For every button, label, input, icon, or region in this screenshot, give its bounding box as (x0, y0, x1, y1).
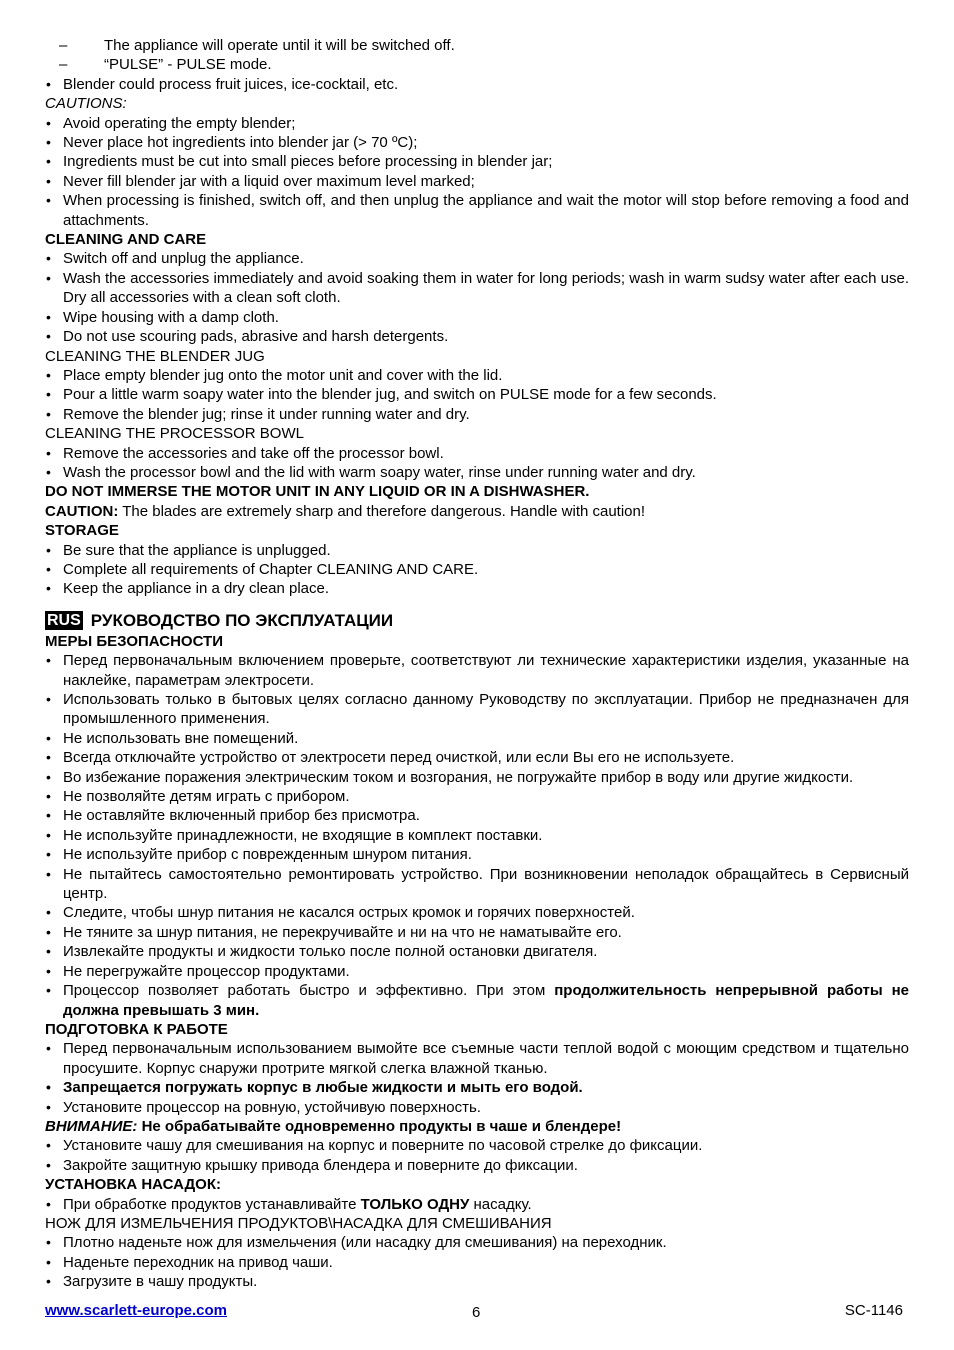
list-item: • Не позволяйте детям играть с прибором. (46, 788, 350, 806)
immerse-warning: DO NOT IMMERSE THE MOTOR UNIT IN ANY LIQUID OR IN A DISHWASHER. (45, 483, 590, 501)
list-item: • When processing is finished, switch off, and then unplug the appliance and wait the motor will stop before removing a food and attachments. (46, 192, 909, 229)
website-link[interactable]: www.scarlett-europe.com (45, 1302, 227, 1319)
list-item: • Запрещается погружать корпус в любые жидкости и мыть его водой. (46, 1079, 583, 1097)
list-item: • Blender could process fruit juices, ice-cocktail, etc. (46, 75, 399, 93)
section-heading: МЕРЫ БЕЗОПАСНОСТИ (45, 632, 223, 650)
list-item: • При обработке продуктов устанавливайте ТОЛЬКО ОДНУ насадку. (46, 1195, 532, 1213)
list-item: – “PULSE” - PULSE mode. (59, 56, 272, 74)
list-item: • Во избежание поражения электрическим током и возгорания, не погружайте прибор в воду или другие жидкости. (46, 768, 854, 786)
list-item: • Не перегружайте процессор продуктами. (46, 962, 350, 980)
list-item: • Не используйте прибор с поврежденным шнуром питания. (46, 846, 472, 864)
page-content (45, 36, 909, 1292)
section-heading: ПОДГОТОВКА К РАБОТЕ (45, 1020, 228, 1038)
list-item: • Наденьте переходник на привод чаши. (46, 1253, 333, 1271)
list-item: • Remove the blender jug; rinse it under running water and dry. (46, 405, 470, 423)
list-item: • Do not use scouring pads, abrasive and harsh detergents. (46, 328, 449, 346)
list-item: • Не использовать вне помещений. (46, 729, 299, 747)
list-item: • Ingredients must be cut into small pieces before processing in blender jar; (46, 153, 553, 171)
caution-note: CAUTION: The blades are extremely sharp and therefore dangerous. Handle with caution! (45, 502, 646, 520)
list-item: • Wash the processor bowl and the lid with warm soapy water, rinse under running water and dry. (46, 463, 696, 481)
list-item: • Установите процессор на ровную, устойчивую поверхность. (46, 1098, 481, 1116)
list-item: • Wipe housing with a damp cloth. (46, 308, 279, 326)
list-item: • Не оставляйте включенный прибор без присмотра. (46, 807, 420, 825)
subsection-heading: CLEANING THE PROCESSOR BOWL (45, 425, 304, 443)
subsection-heading: CLEANING THE BLENDER JUG (45, 347, 265, 365)
list-item: • Плотно наденьте нож для измельчения (или насадку для смешивания) на переходник. (46, 1234, 667, 1252)
list-item: • Перед первоначальным включением проверьте, соответствуют ли технические характеристики изделия, указанные на наклейке, параметрам электросети. (46, 652, 909, 689)
language-section-title (45, 610, 909, 632)
cautions-label: CAUTIONS: (45, 95, 127, 113)
list-item: • Закройте защитную крышку привода блендера и поверните до фиксации. (46, 1156, 578, 1174)
list-item: • Не тяните за шнур питания, не перекручивайте и ни на что не наматывайте его. (46, 923, 622, 941)
page-title: РУКОВОДСТВО ПО ЭКСПЛУАТАЦИИ (90, 610, 394, 630)
list-item: • Загрузите в чашу продукты. (46, 1273, 258, 1291)
list-item: • Следите, чтобы шнур питания не касался острых кромок и горячих поверхностей. (46, 904, 635, 922)
list-item: • Never fill blender jar with a liquid over maximum level marked; (46, 172, 475, 190)
list-item: • Remove the accessories and take off the processor bowl. (46, 444, 444, 462)
list-item: • Be sure that the appliance is unplugged. (46, 541, 331, 559)
list-item: • Не пытайтесь самостоятельно ремонтировать устройство. При возникновении неполадок обращайтесь в Сервисный центр. (46, 865, 909, 903)
list-item: • Извлекайте продукты и жидкости только после полной остановки двигателя. (46, 943, 598, 961)
list-item: – The appliance will operate until it will be switched off. (59, 37, 455, 54)
list-item: • Place empty blender jug onto the motor unit and cover with the lid. (46, 366, 503, 384)
list-item: • Не используйте принадлежности, не входящие в комплект поставки. (46, 826, 543, 844)
list-item: • Complete all requirements of Chapter CLEANING AND CARE. (46, 560, 479, 578)
section-heading: CLEANING AND CARE (45, 231, 207, 249)
list-item: • Установите чашу для смешивания на корпус и поверните по часовой стрелке до фиксации. (46, 1137, 703, 1155)
list-item: • Pour a little warm soapy water into the blender jug, and switch on PULSE mode for a few seconds. (46, 386, 717, 404)
subsection-heading: НОЖ ДЛЯ ИЗМЕЛЬЧЕНИЯ ПРОДУКТОВ\НАСАДКА ДЛЯ СМЕШИВАНИЯ (45, 1214, 552, 1232)
list-item: • Switch off and unplug the appliance. (46, 250, 304, 268)
section-heading: УСТАНОВКА НАСАДОК: (45, 1176, 221, 1194)
list-item: • Процессор позволяет работать быстро и эффективно. При этом продолжительность непрерывной работы не должна превышать 3 мин. (46, 982, 909, 1019)
model-number: SC-1146 (844, 1302, 903, 1319)
list-item: • Использовать только в бытовых целях согласно данному Руководству по эксплуатации. Прибор не предназначен для промышленного применения. (46, 691, 909, 728)
attention-note: ВНИМАНИЕ: Не обрабатывайте одновременно продукты в чаше и блендере! (45, 1117, 622, 1135)
list-item: • Всегда отключайте устройство от электросети перед очисткой, или если Вы его не используете. (46, 749, 735, 767)
page-footer (45, 1302, 909, 1322)
language-tag: RUS (47, 612, 81, 630)
page-number: 6 (472, 1304, 481, 1321)
list-item: • Перед первоначальным использованием вымойте все съемные части теплой водой с моющим средством и тщательно просушите. Корпус снаружи протрите мягкой слегка влажной тканью. (46, 1040, 909, 1077)
list-item: • Wash the accessories immediately and avoid soaking them in water for long periods; wash in warm sudsy water after each use. Dry all accessories with a clean soft cloth. (46, 269, 909, 307)
list-item: • Never place hot ingredients into blender jar (> 70 ºC); (46, 134, 418, 152)
list-item: • Keep the appliance in a dry clean place. (46, 580, 330, 598)
list-item: • Avoid operating the empty blender; (46, 114, 296, 132)
section-heading: STORAGE (45, 522, 119, 540)
